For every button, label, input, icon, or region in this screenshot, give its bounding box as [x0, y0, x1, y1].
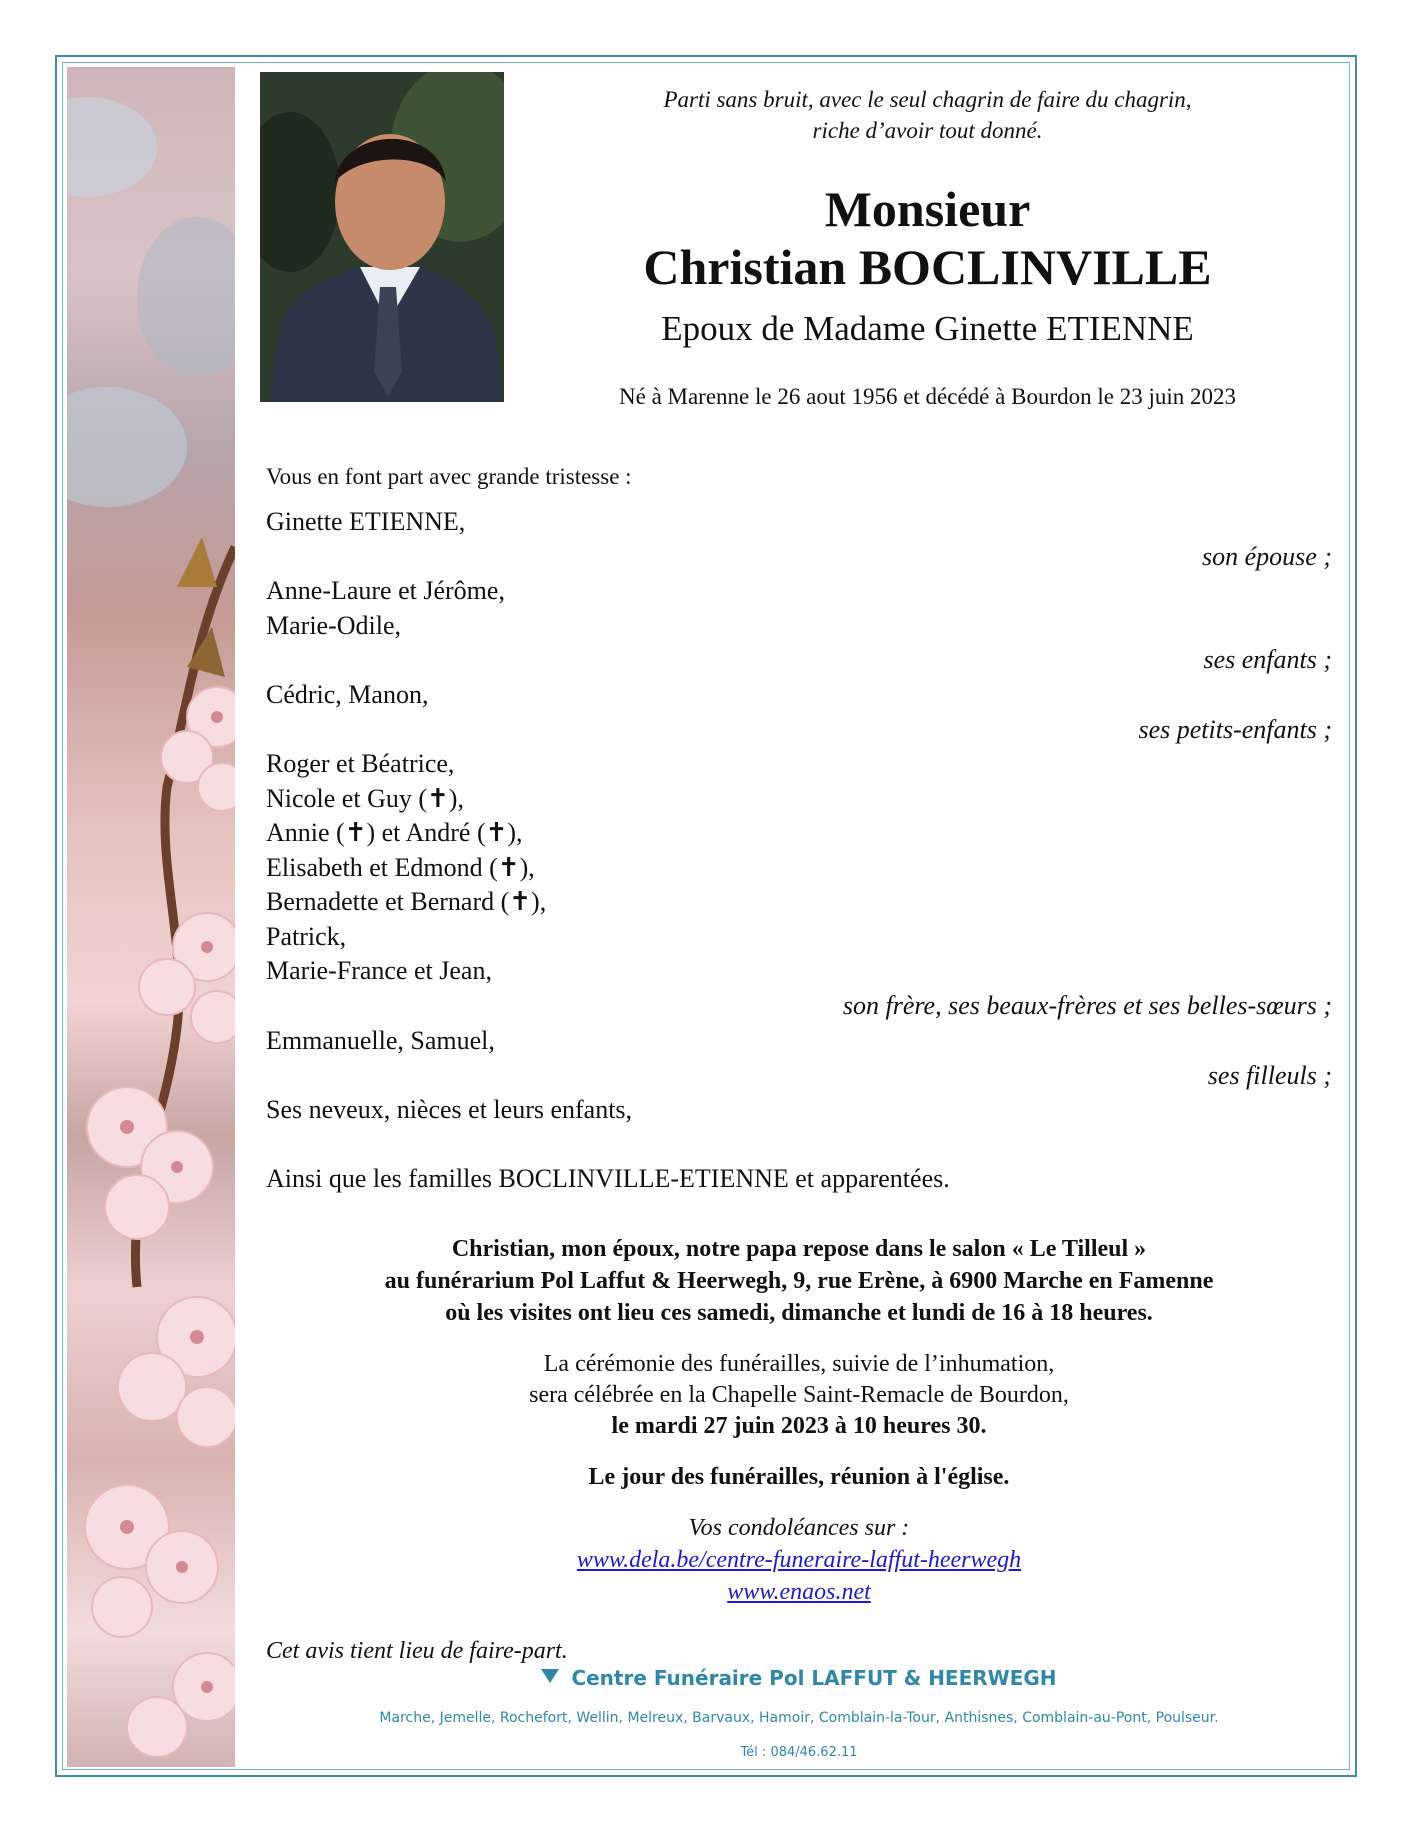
family-name: Elisabeth et Edmond (✝),	[266, 852, 535, 882]
cherry-blossom-border-image	[67, 67, 235, 1767]
repose-line-1: Christian, mon époux, notre papa repose dans le salon « Le Tilleul »	[451, 1236, 1147, 1262]
family-name: Ainsi que les familles BOCLINVILLE-ETIENNE et apparentées.	[266, 1164, 950, 1193]
family-name: Annie (✝) et André (✝),	[266, 818, 523, 847]
family-role: ses petits-enfants ;	[1138, 714, 1332, 744]
family-role: ses filleuls ;	[1207, 1060, 1332, 1090]
family-name: Cédric, Manon,	[266, 680, 429, 709]
family-group-children	[266, 574, 1332, 678]
repose-line-2: au funérarium Pol Laffut & Heerwegh, 9, rue Erène, à 6900 Marche en Famenne	[384, 1268, 1214, 1294]
funeral-home-locations: Marche, Jemelle, Rochefort, Wellin, Melreux, Barvaux, Hamoir, Comblain-la-Tour, Anthisnes, Comblain-au-Pont, Poulseur.	[379, 1710, 1219, 1726]
family-name: Nicole et Guy (✝),	[266, 783, 464, 813]
family-name: Roger et Béatrice,	[266, 749, 455, 778]
title-honorific: Monsieur	[824, 181, 1031, 237]
deceased-portrait-photo	[260, 72, 504, 402]
ceremony-info	[266, 1349, 1332, 1442]
repose-line-3: où les visites ont lieu ces samedi, dimanche et lundi de 16 à 18 heures.	[445, 1300, 1153, 1326]
funeral-home-name-text: Centre Funéraire Pol LAFFUT & HEERWEGH	[571, 1666, 1057, 1690]
family-nephews-line	[266, 1093, 1332, 1128]
family-name: Emmanuelle, Samuel,	[266, 1026, 495, 1055]
triangle-down-icon	[541, 1669, 559, 1683]
title-full-name: Christian BOCLINVILLE	[643, 239, 1212, 295]
quote-line-1: Parti sans bruit, avec le seul chagrin de faire du chagrin,	[663, 87, 1192, 112]
family-name: Marie-France et Jean,	[266, 956, 492, 985]
family-name: Anne-Laure et Jérôme,	[266, 576, 505, 605]
condolences-link-dela[interactable]: www.dela.be/centre-funeraire-laffut-heerwegh	[576, 1547, 1022, 1573]
family-group-spouse	[266, 505, 1332, 574]
ceremony-line-1: La cérémonie des funérailles, suivie de l’inhumation,	[543, 1351, 1055, 1377]
repose-visit-info	[266, 1233, 1332, 1329]
ceremony-line-2: sera célébrée en la Chapelle Saint-Remacle de Bourdon,	[529, 1382, 1069, 1408]
condolences-section	[266, 1512, 1332, 1608]
family-name: Bernadette et Bernard (✝),	[266, 887, 547, 916]
spouse-line: Epoux de Madame Ginette ETIENNE	[661, 309, 1194, 348]
deceased-name-heading	[545, 180, 1310, 296]
reunion-info: Le jour des funérailles, réunion à l'église.	[588, 1464, 1010, 1490]
family-name: Marie-Odile,	[266, 610, 402, 640]
quote-line-2: riche d’avoir tout donné.	[812, 118, 1043, 143]
birth-death-dates: Né à Marenne le 26 aout 1956 et décédé à Bourdon le 23 juin 2023	[619, 384, 1236, 409]
epitaph-quote	[545, 84, 1310, 146]
family-role: son épouse ;	[1202, 541, 1332, 571]
family-role: son frère, ses beaux-frères et ses belles-sœurs ;	[842, 990, 1332, 1020]
condolences-label: Vos condoléances sur :	[688, 1515, 910, 1541]
funeral-home-phone: Tél : 084/46.62.11	[740, 1745, 858, 1760]
family-group-grandchildren	[266, 678, 1332, 747]
ceremony-date: le mardi 27 juin 2023 à 10 heures 30.	[611, 1413, 987, 1439]
funeral-home-name	[266, 1664, 1332, 1692]
family-group-siblings	[266, 747, 1332, 1023]
faire-part-notice: Cet avis tient lieu de faire-part.	[266, 1638, 568, 1664]
family-role: ses enfants ;	[1203, 645, 1332, 674]
announcement-intro: Vous en font part avec grande tristesse :	[266, 464, 632, 489]
family-families-line	[266, 1162, 1332, 1197]
family-group-godchildren	[266, 1024, 1332, 1093]
condolences-link-enaos[interactable]: www.enaos.net	[727, 1579, 871, 1605]
family-name: Ses neveux, nièces et leurs enfants,	[266, 1095, 633, 1124]
family-name: Patrick,	[266, 921, 347, 951]
family-name: Ginette ETIENNE,	[266, 507, 466, 536]
